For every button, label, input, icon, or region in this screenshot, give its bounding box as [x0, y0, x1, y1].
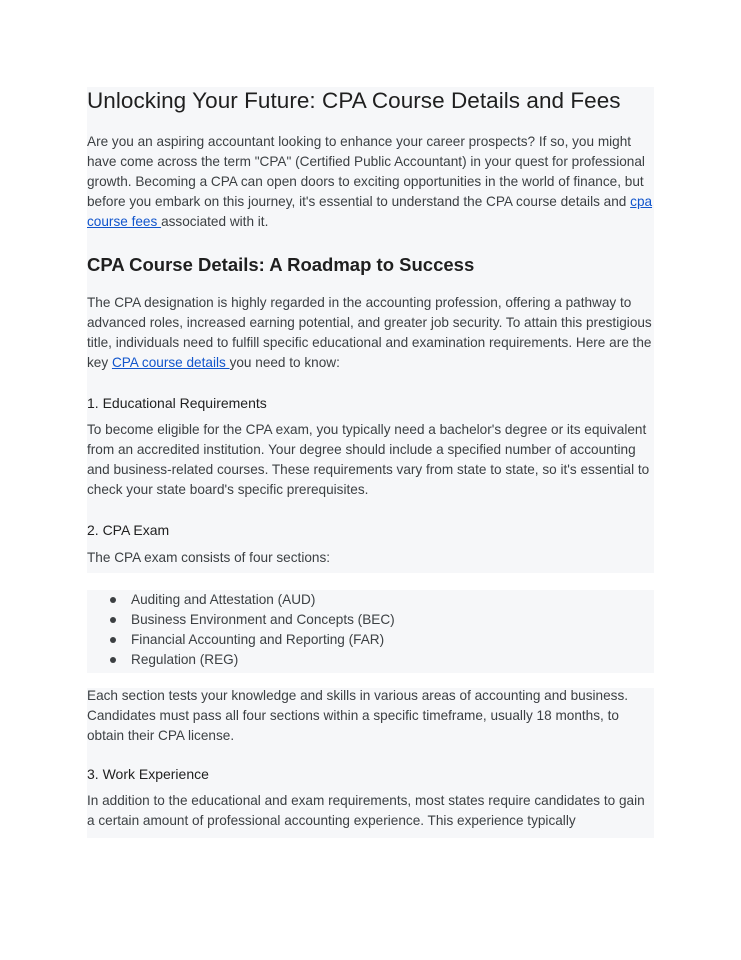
bullet-icon [110, 637, 116, 643]
list-item [87, 650, 395, 670]
work-experience-heading: 3. Work Experience [87, 766, 209, 782]
educational-requirements-paragraph: To become eligible for the CPA exam, you typically need a bachelor's degree or its equivalent from an accredited institution. Your degree should include a specified number of accounting and business-related courses. These requirements vary from state to state, so it's essential to check your state board's specific prerequisites. [87, 422, 650, 497]
page-title: Unlocking Your Future: CPA Course Details and Fees [87, 88, 621, 113]
list-item [87, 630, 395, 650]
cpa-exam-followup-paragraph: Each section tests your knowledge and skills in various areas of accounting and business. Candidates must pass all four sections within a specific timeframe, usually 18 months, to obtain their CPA license. [87, 688, 629, 743]
list-item-text: Business Environment and Concepts (BEC) [131, 612, 395, 627]
list-item-text: Regulation (REG) [131, 652, 239, 667]
bullet-icon [110, 617, 116, 623]
work-experience-paragraph: In addition to the educational and exam requirements, most states require candidates to gain a certain amount of professional accounting experience. This experience typically [87, 793, 645, 828]
list-item-text: Auditing and Attestation (AUD) [131, 592, 316, 607]
course-details-paragraph [87, 293, 654, 373]
list-item [87, 590, 395, 610]
course-details-text-end: you need to know: [229, 355, 340, 370]
list-item [87, 610, 395, 630]
cpa-exam-heading: 2. CPA Exam [87, 522, 170, 538]
intro-paragraph [87, 132, 654, 232]
continuation-block [87, 688, 654, 838]
bullet-icon [110, 657, 116, 663]
main-content-block [87, 87, 654, 573]
intro-text: Are you an aspiring accountant looking to enhance your career prospects? If so, you might have come across the term "CPA" (Certified Public Accountant) in your quest for professional growth. Becoming a CPA can open doors to exciting opportunities in the world of finance, but before you embark on this journey, it's essential to understand the CPA course details and [87, 134, 645, 209]
exam-sections-list [87, 590, 395, 670]
cpa-course-details-link[interactable]: CPA course details [111, 355, 230, 370]
cpa-exam-intro: The CPA exam consists of four sections: [87, 550, 331, 565]
list-item-text: Financial Accounting and Reporting (FAR) [131, 632, 385, 647]
course-details-text: The CPA designation is highly regarded in the accounting profession, offering a pathway to advanced roles, increased earning potential, and greater job security. To attain this prestigious title, individuals need to fulfill specific educational and examination requirements. Here are the key [87, 295, 652, 370]
intro-text-end: associated with it. [161, 214, 269, 229]
cpa-course-fees-link[interactable]: cpa course fees [87, 194, 653, 229]
bullet-icon [110, 597, 116, 603]
section-heading-course-details: CPA Course Details: A Roadmap to Success [87, 254, 475, 275]
exam-sections-block [87, 590, 654, 673]
educational-requirements-heading: 1. Educational Requirements [87, 395, 267, 411]
